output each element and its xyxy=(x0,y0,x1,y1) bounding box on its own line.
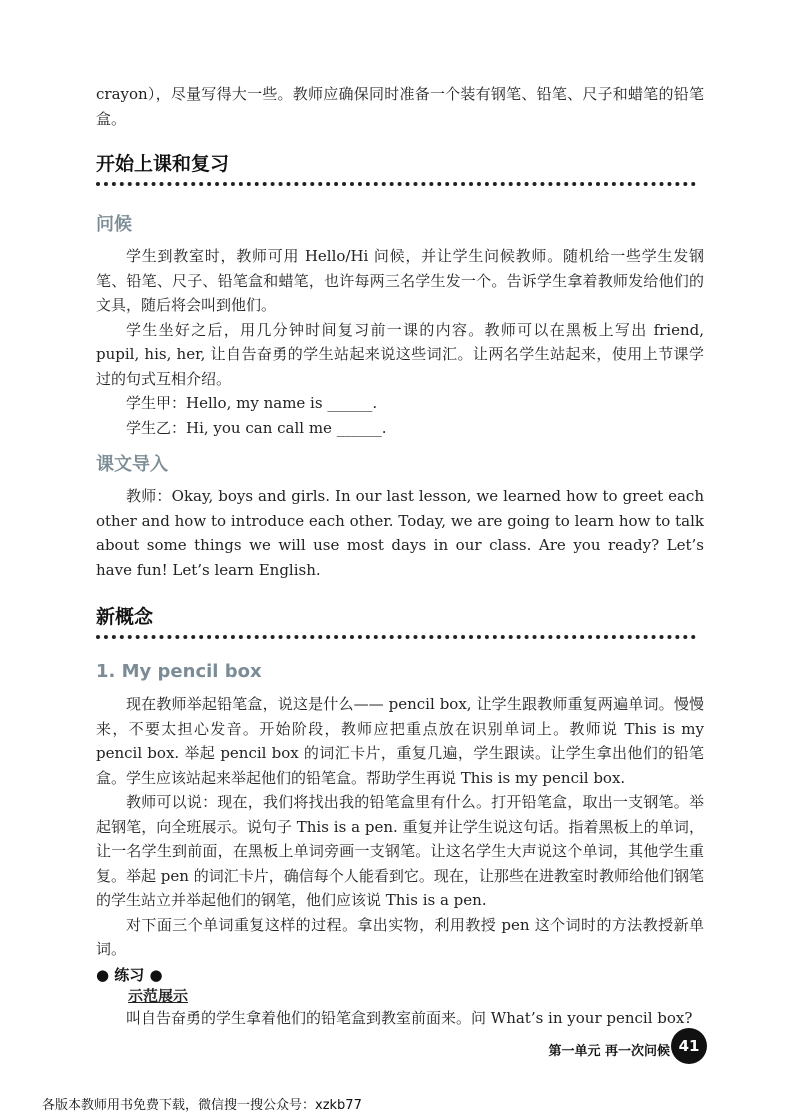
lesson-paragraph-3: 对下面三个单词重复这样的过程。拿出实物，利用教授 pen 这个词时的方法教授新单词。 xyxy=(96,915,704,958)
footer-unit-title: 第一单元 再一次问候 xyxy=(548,1044,670,1059)
greeting-paragraph-2: 学生坐好之后，用几分钟时间复习前一课的内容。教师可以在黑板上写出 friend, pupil, his, her, 让自告奋勇的学生站起来说这些词汇。让两名学生站起来，使用上节课学过的句式互相介绍。 xyxy=(96,320,704,388)
lead-in-paragraph: 教师：Okay, boys and girls. In our last lesson, we learned how to greet each other and how to introduce each other. Today, we are going to learn how to talk about some things we will use most days in our class. Are you ready? Let’s have fun! Let’s learn English. xyxy=(96,487,704,579)
dialogue-student-a: 学生甲：Hello, my name is ______. xyxy=(126,394,378,412)
practice-paragraph: 叫自告奋勇的学生拿着他们的铅笔盒到教室前面来。问 What’s in your pencil box? xyxy=(126,1008,693,1027)
page-content xyxy=(96,0,704,1030)
dialogue-student-b: 学生乙：Hi, you can call me ______. xyxy=(126,418,387,437)
watermark-text: 各版本教师用书免费下载，微信搜一搜公众号：xzkb77 xyxy=(42,1098,362,1113)
lesson-paragraph-2: 教师可以说：现在，我们将找出我的铅笔盒里有什么。打开铅笔盒，取出一支钢笔。举起钢笔，向全班展示。说句子 This is a pen. 重复并让学生说这句话。指着黑板上的单词，让一名学生到前面，在黑板上单词旁画一支钢笔。让这名学生大声说这个单词，其他学生重复。举起 pen 的词汇卡片，确信每个人能看到它。现在，让那些在进教室时教师给他们钢笔的学生站立并举起他们的钢笔，他们应该说 This is a pen. xyxy=(96,793,704,909)
demo-label: 示范展示 xyxy=(128,986,189,1005)
section-title-new-concepts: 新概念 xyxy=(96,606,154,628)
practice-heading: ● 练习 ● xyxy=(96,965,163,984)
subsection-title-greeting: 问候 xyxy=(96,214,132,235)
section-title-start-review: 开始上课和复习 xyxy=(96,153,230,175)
lesson-paragraph-1: 现在教师举起铅笔盒，说这是什么—— pencil box, 让学生跟教师重复两遍单词。慢慢来，不要太担心发音。开始阶段，教师应把重点放在识别单词上。教师说 This is my pencil box. 举起 pencil box 的词汇卡片，重复几遍，学生跟读。让学生拿出他们的铅笔盒。学生应该站起来举起他们的铅笔盒。帮助学生再说 This is my pencil box. xyxy=(96,695,704,787)
lesson-title: 1. My pencil box xyxy=(96,661,262,682)
greeting-paragraph-1: 学生到教室时，教师可用 Hello/Hi 问候，并让学生问候教师。随机给一些学生发钢笔、铅笔、尺子、铅笔盒和蜡笔，也许每两三名学生发一个。告诉学生拿着教师发给他们的文具，随后将会叫到他们。 xyxy=(96,247,704,314)
intro-paragraph: crayon），尽量写得大一些。教师应确保同时准备一个装有钢笔、铅笔、尺子和蜡笔的铅笔盒。 xyxy=(96,85,704,128)
page-number-badge: 41 xyxy=(671,1028,707,1064)
subsection-title-lead-in: 课文导入 xyxy=(96,454,168,475)
